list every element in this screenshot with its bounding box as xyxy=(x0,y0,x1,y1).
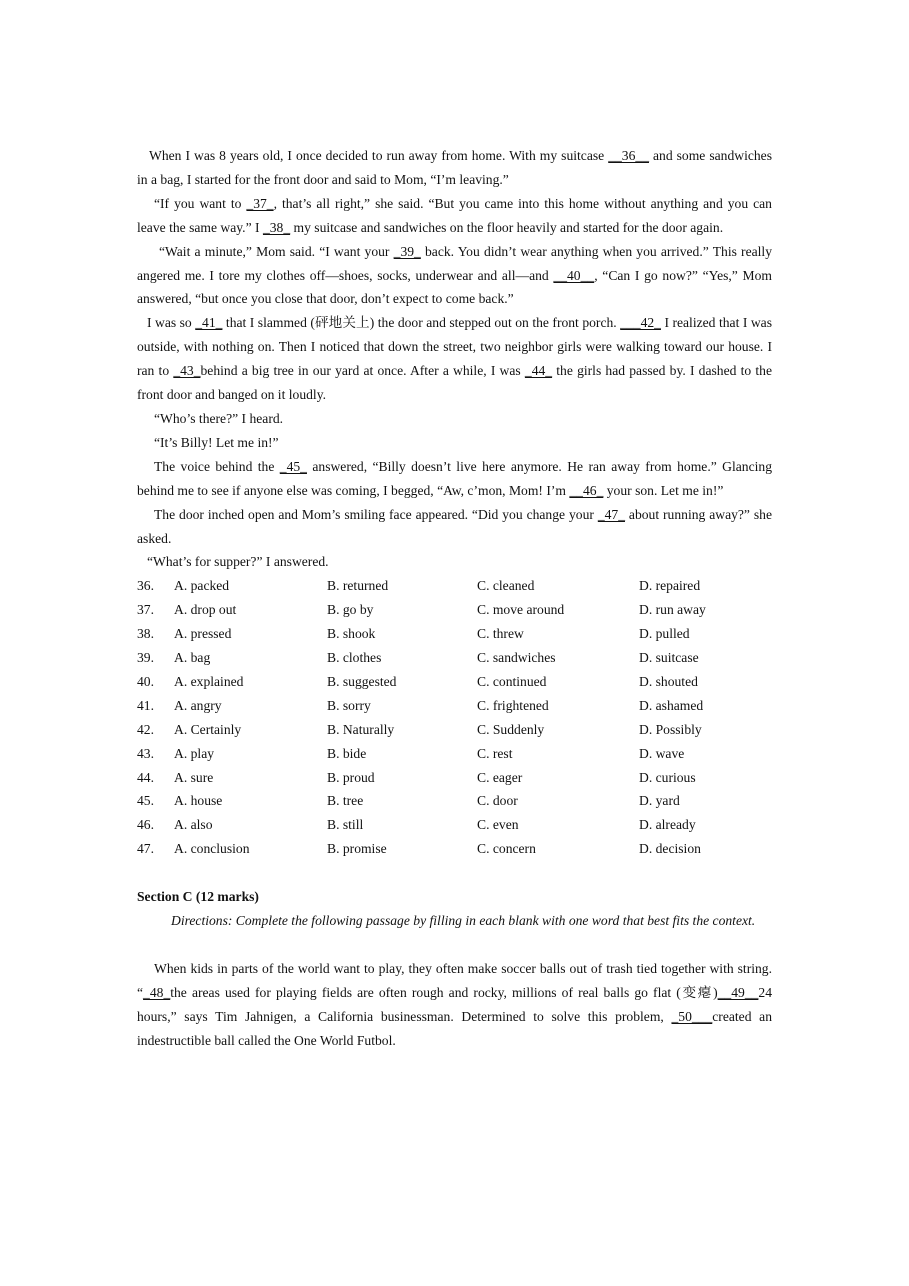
text: “Wait a minute,” Mom said. “I want your xyxy=(159,243,394,259)
option-row xyxy=(137,766,772,790)
option-d: D. repaired xyxy=(639,578,701,594)
option-c: C. eager xyxy=(477,769,523,785)
option-a: A. drop out xyxy=(174,602,237,618)
option-d: D. already xyxy=(639,817,696,833)
option-b: B. still xyxy=(327,817,364,833)
option-d: D. suitcase xyxy=(639,650,699,666)
blank-41: _41_ xyxy=(195,315,223,331)
text: I was so xyxy=(147,315,196,331)
blank-45: _45_ xyxy=(279,458,307,474)
option-b: B. sorry xyxy=(327,697,371,713)
option-c: C. frightened xyxy=(477,697,549,713)
paragraph-5: “Who’s there?” I heard. xyxy=(154,410,284,426)
option-d: D. pulled xyxy=(639,626,690,642)
text: The voice behind the xyxy=(154,458,280,474)
blank-43: _43_ xyxy=(173,363,201,379)
section-c-directions: Directions: Complete the following passage by filling in each blank with one word that best fits the context. xyxy=(171,913,756,929)
question-number: 36. xyxy=(137,578,154,594)
blank-40: __40__ xyxy=(553,267,595,283)
option-c: C. continued xyxy=(477,673,547,689)
option-row xyxy=(137,789,772,813)
text: about running away?” she asked. xyxy=(137,506,773,546)
option-row xyxy=(137,670,772,694)
option-a: A. packed xyxy=(174,578,230,594)
text: the areas used for playing fields are often rough and rocky, millions of real balls go flat (变瘪) xyxy=(170,984,718,1000)
option-c: C. Suddenly xyxy=(477,721,545,737)
option-c: C. concern xyxy=(477,841,536,857)
option-a: A. pressed xyxy=(174,626,232,642)
paragraph-7 xyxy=(137,455,772,503)
text: your son. Let me in!” xyxy=(603,482,724,498)
spacer xyxy=(137,933,772,957)
option-b: B. suggested xyxy=(327,673,397,689)
question-number: 44. xyxy=(137,769,154,785)
option-a: A. bag xyxy=(174,650,211,666)
paragraph-2 xyxy=(137,192,772,240)
option-d: D. decision xyxy=(639,841,701,857)
option-row xyxy=(137,574,772,598)
blank-47: _47_ xyxy=(597,506,625,522)
options-table xyxy=(137,574,772,861)
option-d: D. shouted xyxy=(639,673,698,689)
option-c: C. cleaned xyxy=(477,578,535,594)
option-b: B. go by xyxy=(327,602,374,618)
paragraph-4 xyxy=(137,311,772,407)
option-row xyxy=(137,646,772,670)
paragraph-1 xyxy=(137,144,772,192)
option-a: A. sure xyxy=(174,769,214,785)
section-c-paragraph xyxy=(137,957,772,1053)
option-b: B. Naturally xyxy=(327,721,395,737)
option-b: B. tree xyxy=(327,793,364,809)
option-c: C. move around xyxy=(477,602,565,618)
option-row xyxy=(137,813,772,837)
option-a: A. conclusion xyxy=(174,841,250,857)
option-b: B. returned xyxy=(327,578,389,594)
option-row xyxy=(137,837,772,861)
blank-39: _39_ xyxy=(393,243,421,259)
question-number: 40. xyxy=(137,673,154,689)
text: The door inched open and Mom’s smiling face appeared. “Did you change your xyxy=(154,506,598,522)
paragraph-3 xyxy=(137,240,772,312)
text: , “Can I go now?” “Yes,” Mom answered, “but once you close that door, don’t expect to come back.” xyxy=(137,267,772,307)
option-c: C. even xyxy=(477,817,519,833)
option-c: C. door xyxy=(477,793,518,809)
option-row xyxy=(137,742,772,766)
option-b: B. bide xyxy=(327,745,367,761)
text: created an indestructible ball called the One World Futbol. xyxy=(137,1008,772,1048)
blank-44: _44_ xyxy=(524,363,553,379)
option-row xyxy=(137,718,772,742)
blank-36: __36__ xyxy=(608,148,649,163)
option-b: B. promise xyxy=(327,841,387,857)
paragraph-8 xyxy=(137,503,772,551)
text: 24 hours,” says Tim Jahnigen, a California businessman. Determined to solve this problem, xyxy=(137,984,772,1024)
option-a: A. angry xyxy=(174,697,222,713)
option-row xyxy=(137,622,772,646)
blank-49: __49__ xyxy=(717,984,759,1000)
text: and some sandwiches in a bag, I started for the front door and said to Mom, “I’m leaving.” xyxy=(137,148,773,187)
paragraph-9: “What’s for supper?” I answered. xyxy=(147,554,329,570)
option-b: B. proud xyxy=(327,769,375,785)
section-c-title: Section C (12 marks) xyxy=(137,889,259,905)
option-b: B. clothes xyxy=(327,650,382,666)
option-a: A. play xyxy=(174,745,215,761)
option-b: B. shook xyxy=(327,626,376,642)
option-c: C. sandwiches xyxy=(477,650,556,666)
text: When kids in parts of the world want to play, they often make soccer balls out of trash tied together with string. “ xyxy=(137,961,772,1000)
text: that I slammed (砰地关上) the door and stepped out on the front porch. xyxy=(222,315,621,331)
option-d: D. run away xyxy=(639,602,706,618)
blank-50: _50___ xyxy=(671,1008,713,1024)
option-d: D. curious xyxy=(639,769,696,785)
question-number: 43. xyxy=(137,745,154,761)
text: answered, “Billy doesn’t live here anymore. He ran away from home.” Glancing behind me to see if anyone else was coming, I begged, “Aw, c’mon, Mom! I’m xyxy=(137,458,772,498)
option-a: A. house xyxy=(174,793,223,809)
paragraph-6: “It’s Billy! Let me in!” xyxy=(154,434,279,450)
text: back. You didn’t wear anything when you arrived.” This really angered me. I tore my clothes off—shoes, socks, underwear and all—and xyxy=(137,243,773,283)
question-number: 46. xyxy=(137,817,154,833)
option-a: A. Certainly xyxy=(174,721,242,737)
question-number: 45. xyxy=(137,793,154,809)
option-d: D. ashamed xyxy=(639,697,704,713)
option-c: C. threw xyxy=(477,626,524,642)
document-page xyxy=(137,144,772,1053)
text: “If you want to xyxy=(154,195,247,211)
question-number: 38. xyxy=(137,626,154,642)
option-row xyxy=(137,694,772,718)
question-number: 47. xyxy=(137,841,154,857)
option-d: D. wave xyxy=(639,745,685,761)
question-number: 42. xyxy=(137,721,154,737)
text: behind a big tree in our yard at once. After a while, I was xyxy=(200,363,525,379)
question-number: 39. xyxy=(137,650,154,666)
blank-37: _37_ xyxy=(246,195,274,211)
text: I realized that I was outside, with nothing on. Then I noticed that down the street, two neighbor girls were walking toward our house. I ran to xyxy=(137,315,772,379)
option-a: A. explained xyxy=(174,673,244,689)
text: When I was 8 years old, I once decided to run away from home. With my suitcase xyxy=(149,148,609,163)
question-number: 37. xyxy=(137,602,154,618)
option-row xyxy=(137,598,772,622)
text: my suitcase and sandwiches on the floor heavily and started for the door again. xyxy=(290,219,724,235)
option-a: A. also xyxy=(174,817,213,833)
blank-46: __46_ xyxy=(569,482,604,498)
text: , that’s all right,” she said. “But you came into this home without anything and you can leave the same way.” I xyxy=(137,195,772,235)
option-d: D. Possibly xyxy=(639,721,702,737)
option-d: D. yard xyxy=(639,793,680,809)
question-number: 41. xyxy=(137,697,154,713)
blank-48: _48_ xyxy=(143,984,171,1000)
text: the girls had passed by. I dashed to the front door and banged on it loudly. xyxy=(137,363,772,403)
blank-38: _38_ xyxy=(262,219,291,235)
blank-42: ___42_ xyxy=(620,315,661,331)
option-c: C. rest xyxy=(477,745,513,761)
